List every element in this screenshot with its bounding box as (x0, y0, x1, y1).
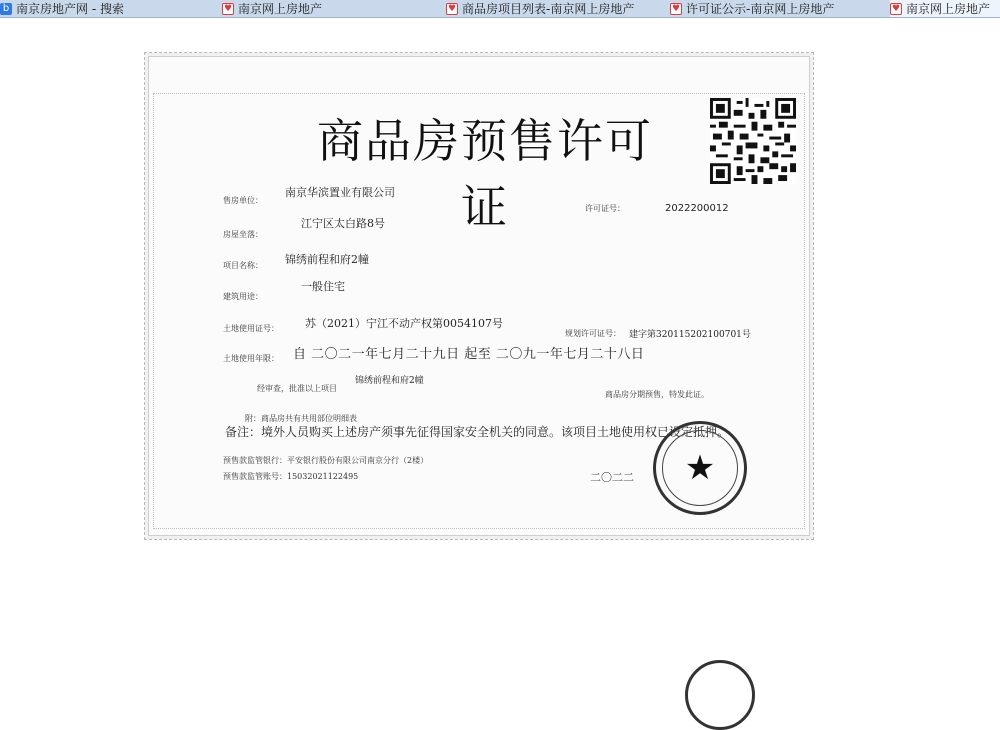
approval-line: 经审查，批准以上项目 (257, 384, 337, 393)
project-label: 项目名称： (223, 261, 263, 270)
tab-label: 南京网上房地产 (906, 1, 991, 16)
tab-nanjing-online[interactable] (222, 0, 422, 17)
license-number-value: 2022200012 (665, 203, 729, 214)
tab-label: 南京房地产网 - 搜索 (16, 1, 124, 16)
search-favicon-icon: b (0, 3, 12, 15)
land-cert-label: 土地使用证号： (223, 324, 279, 333)
tab-label: 商品房项目列表-南京网上房地产 (462, 1, 635, 16)
location-value: 江宁区太白路8号 (301, 217, 385, 230)
remarks-text: 备注：境外人员购买上述房产须事先征得国家安全机关的同意。该项目土地使用权已设定抵押。 (225, 425, 730, 439)
browser-tab-strip (0, 0, 1000, 18)
seller-label: 售房单位： (223, 196, 263, 205)
tab-label: 南京网上房地产 (238, 1, 323, 16)
official-seal-icon: ★ (653, 421, 747, 515)
heart-favicon-icon: ♥ (223, 3, 233, 14)
land-years-value: 自 二〇二一年七月二十九日 起至 二〇九一年七月二十八日 (293, 347, 645, 362)
usage-value: 一般住宅 (301, 280, 345, 293)
seller-value: 南京华滨置业有限公司 (285, 186, 395, 199)
tab-project-list[interactable] (446, 0, 664, 17)
land-years-label: 土地使用年限： (223, 354, 279, 363)
attachment-note: 附：商品房共有共用部位明细表 (245, 414, 357, 423)
location-label: 房屋坐落： (223, 230, 263, 239)
tab-search[interactable] (0, 0, 150, 17)
heart-favicon-icon: ♥ (447, 3, 457, 14)
certificate-image (144, 52, 814, 540)
official-seal-icon (685, 660, 755, 730)
project-value: 锦绣前程和府2幢 (285, 253, 369, 266)
approval-suffix: 商品房分期预售，特发此证。 (605, 390, 709, 399)
certificate-title: 商品房预售许可证 (317, 114, 653, 234)
supervising-bank: 预售款监管银行：平安银行股份有限公司南京分行（2楼） (223, 456, 429, 465)
usage-label: 建筑用途： (223, 292, 263, 301)
tab-license-public[interactable] (670, 0, 885, 17)
planning-label: 规划许可证号： (565, 329, 621, 338)
tab-active[interactable] (890, 0, 1000, 17)
heart-favicon-icon: ♥ (891, 3, 901, 14)
supervising-account: 预售款监管账号：15032021122495 (223, 472, 359, 481)
qr-code-icon (710, 98, 796, 184)
license-number-label: 许可证号： (585, 204, 625, 213)
land-cert-value: 苏（2021）宁江不动产权第0054107号 (305, 317, 503, 330)
approval-project: 锦绣前程和府2幢 (355, 376, 424, 386)
issue-date: 二〇二二 (590, 471, 634, 484)
heart-favicon-icon: ♥ (671, 3, 681, 14)
tab-label: 许可证公示-南京网上房地产 (686, 1, 835, 16)
planning-value: 建字第320115202100701号 (629, 330, 751, 340)
